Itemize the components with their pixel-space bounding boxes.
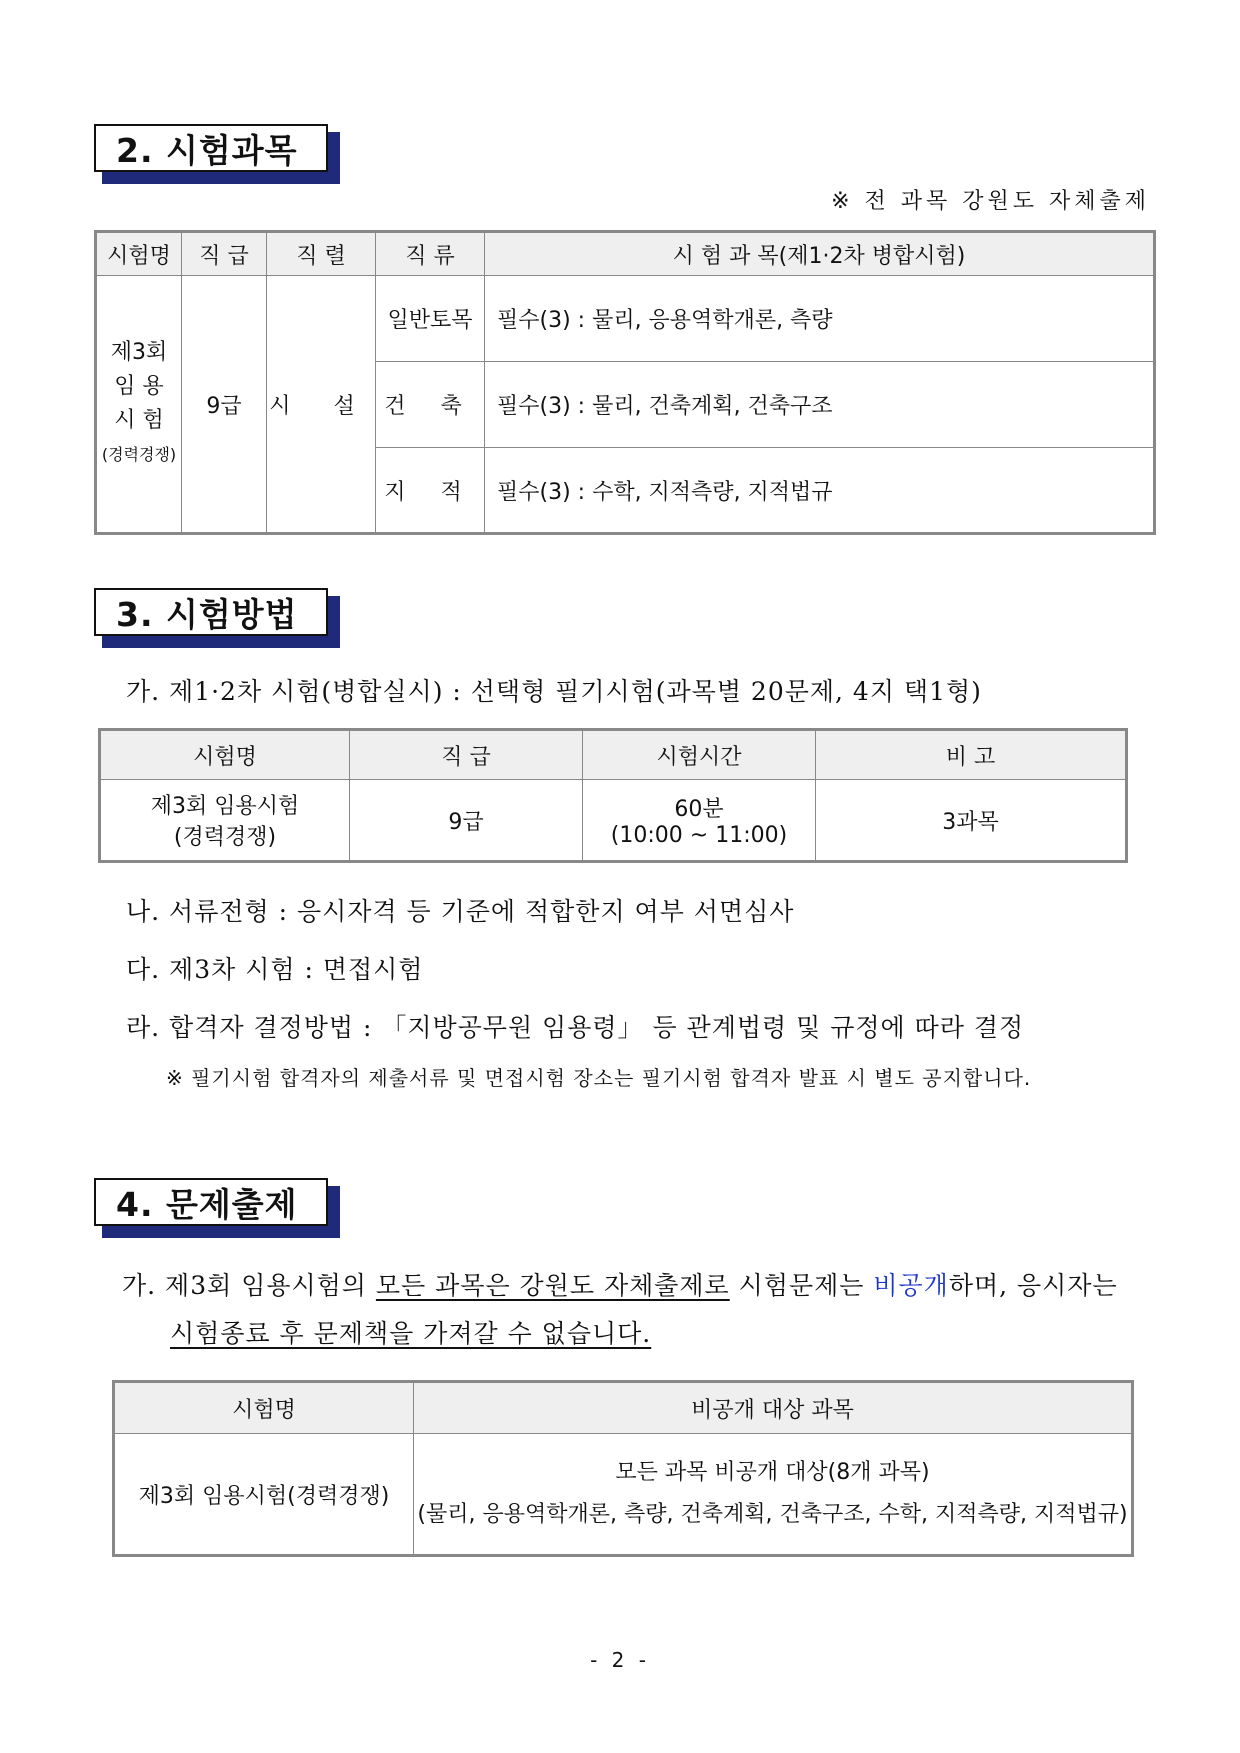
grade-cell: 9급 [350, 780, 583, 862]
method-ra: 라. 합격자 결정방법 : 「지방공무원 임용령」 등 관계법령 및 규정에 따라 결정 [126, 1013, 1025, 1042]
nondisclosure-subjects-cell: 모든 과목 비공개 대상(8개 과목) (물리, 응용역학개론, 측량, 건축계획, 건축구조, 수학, 지적측량, 지적법규) [414, 1434, 1133, 1556]
method-ga: 가. 제1·2차 시험(병합실시) : 선택형 필기시험(과목별 20문제, 4지 택1형) [126, 677, 982, 706]
section-4-heading-box [94, 1178, 332, 1230]
type-cell: 지 적 [376, 448, 485, 534]
section-2-heading-box [94, 124, 332, 176]
header-grade: 직 급 [182, 232, 267, 276]
exam-name-cell: 제3회 임용시험 (경력경쟁) [100, 780, 350, 862]
problems-ga-line2: 시험종료 후 문제책을 가져갈 수 없습니다. [170, 1319, 652, 1348]
header-grade: 직 급 [350, 730, 583, 780]
section-3-title: 3. 시험방법 [116, 594, 298, 634]
subjects-table [94, 230, 1156, 535]
time-cell: 60분 (10:00 ~ 11:00) [583, 780, 816, 862]
method-table [98, 728, 1128, 863]
section-2-title: 2. 시험과목 [116, 130, 298, 170]
method-da: 다. 제3차 시험 : 면접시험 [126, 955, 424, 984]
header-type: 직 류 [376, 232, 485, 276]
series-cell: 시 설 [267, 276, 376, 534]
subjects-cell: 필수(3) : 물리, 건축계획, 건축구조 [485, 362, 1155, 448]
exam-name-cell: 제3회 임용시험(경력경쟁) [114, 1434, 414, 1556]
header-exam-name: 시험명 [100, 730, 350, 780]
section-3-heading-box [94, 588, 332, 640]
subjects-cell: 필수(3) : 물리, 응용역학개론, 측량 [485, 276, 1155, 362]
type-cell: 건 축 [376, 362, 485, 448]
method-na: 나. 서류전형 : 응시자격 등 기준에 적합한지 여부 서면심사 [126, 897, 795, 926]
header-note: 비 고 [816, 730, 1127, 780]
exam-name-cell: 제3회 임 용 시 험 (경력경쟁) [96, 276, 182, 534]
method-ra-note: ※ 필기시험 합격자의 제출서류 및 면접시험 장소는 필기시험 합격자 발표 시 별도 공지합니다. [166, 1066, 1032, 1090]
header-series: 직 렬 [267, 232, 376, 276]
header-nondisclosure-subjects: 비공개 대상 과목 [414, 1382, 1133, 1434]
note-cell: 3과목 [816, 780, 1127, 862]
header-time: 시험시간 [583, 730, 816, 780]
type-cell: 일반토목 [376, 276, 485, 362]
top-note: ※ 전 과목 강원도 자체출제 [831, 189, 1150, 214]
header-exam-name: 시험명 [96, 232, 182, 276]
subjects-cell: 필수(3) : 수학, 지적측량, 지적법규 [485, 448, 1155, 534]
grade-cell: 9급 [182, 276, 267, 534]
problems-table [112, 1380, 1134, 1557]
header-exam-name: 시험명 [114, 1382, 414, 1434]
section-4-title: 4. 문제출제 [116, 1184, 298, 1224]
problems-ga-line1: 가. 제3회 임용시험의 모든 과목은 강원도 자체출제로 시험문제는 비공개하며, 응시자는 [122, 1271, 1118, 1300]
header-subjects: 시 험 과 목(제1·2차 병합시험) [485, 232, 1155, 276]
page-number: - 2 - [590, 1648, 650, 1672]
nondisclosure-highlight: 비공개 [873, 1271, 949, 1300]
